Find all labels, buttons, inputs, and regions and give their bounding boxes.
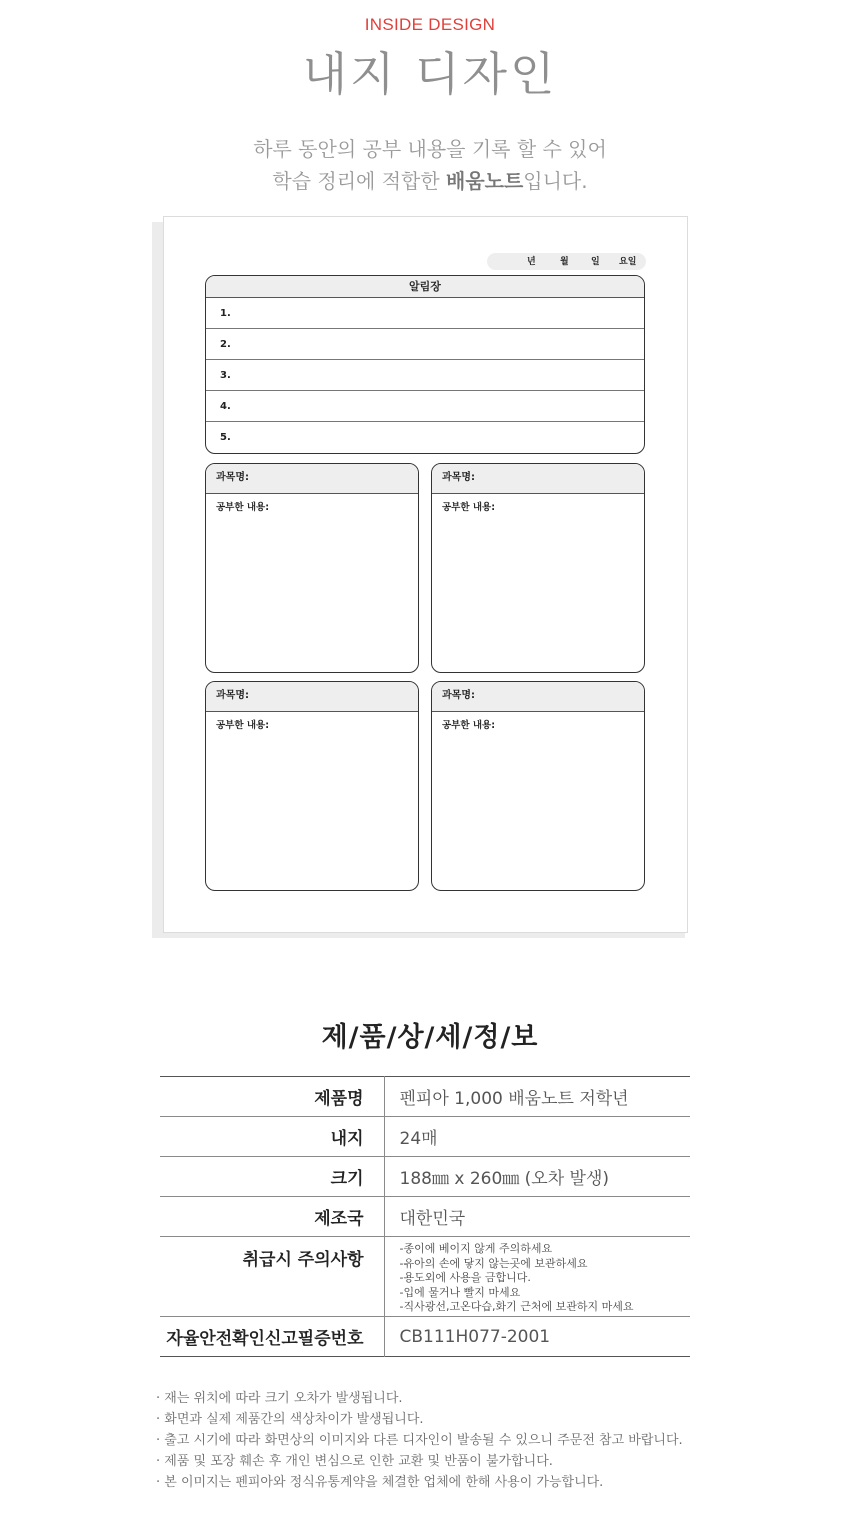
notice-item: 4. (206, 391, 644, 422)
note-item: · 본 이미지는 펜피아와 정식유통계약을 체결한 업체에 한해 사용이 가능합니다. (156, 1475, 604, 1490)
spec-label: 제조국 (160, 1197, 384, 1237)
section-title: 내지 디자인 (302, 47, 558, 101)
spec-row (160, 1117, 690, 1157)
note-item: · 제품 및 포장 훼손 후 개인 변심으로 인한 교환 및 반품이 불가합니다. (156, 1454, 553, 1469)
care-line: -용도외에 사용을 금합니다. (399, 1271, 531, 1285)
note-item: · 재는 위치에 따라 크기 오차가 발생됩니다. (156, 1391, 403, 1406)
date-month-label: 월 (560, 257, 569, 267)
spec-value: 24매 (399, 1129, 438, 1149)
spec-value: 188㎜ x 260㎜ (오차 발생) (399, 1169, 610, 1189)
intro-line-1: 하루 동안의 공부 내용을 기록 할 수 있어 (253, 137, 607, 161)
cert-label: 자율안전확인신고필증번호 (160, 1317, 384, 1357)
spec-label: 내지 (160, 1117, 384, 1157)
subject-label: 과목명: (206, 464, 418, 494)
spec-value: 펜피아 1,000 배움노트 저학년 (399, 1089, 629, 1109)
spec-row (160, 1197, 690, 1237)
subject-box (431, 681, 645, 891)
subject-label: 과목명: (432, 682, 644, 712)
care-line: -종이에 베이지 않게 주의하세요 (399, 1242, 553, 1255)
spec-row (160, 1077, 690, 1117)
care-line: -입에 물거나 빨지 마세요 (399, 1285, 521, 1299)
content-label: 공부한 내용: (216, 502, 269, 513)
notice-item: 1. (206, 298, 644, 329)
care-line: -직사광선,고온다습,화기 근처에 보관하지 마세요 (399, 1300, 634, 1314)
care-label: 취급시 주의사항 (160, 1237, 384, 1317)
spec-row (160, 1157, 690, 1197)
subject-box (431, 463, 645, 673)
notice-item: 5. (220, 432, 231, 443)
date-year-label: 년 (527, 257, 536, 267)
notice-item: 3. (206, 360, 644, 391)
product-name-highlight: 배움노트 (446, 169, 524, 193)
notice-box (205, 275, 645, 454)
intro-line-2-suffix: 입니다. (523, 169, 588, 193)
intro-line-2 (0, 165, 860, 197)
date-bar (487, 253, 646, 270)
note-item: · 화면과 실제 제품간의 색상차이가 발생됩니다. (156, 1412, 424, 1427)
notice-item: 2. (206, 329, 644, 360)
spec-row-care (160, 1237, 690, 1317)
section-eyebrow: INSIDE DESIGN (364, 15, 496, 34)
subject-box (205, 681, 419, 891)
date-day-label: 일 (591, 257, 600, 267)
content-label: 공부한 내용: (442, 502, 495, 513)
care-list (384, 1237, 690, 1317)
subject-label: 과목명: (432, 464, 644, 494)
spec-label: 제품명 (160, 1077, 384, 1117)
content-label: 공부한 내용: (216, 720, 269, 731)
date-weekday-label: 요일 (619, 257, 637, 267)
notice-list (156, 1388, 683, 1493)
subject-box (205, 463, 419, 673)
inner-page-preview (163, 216, 688, 933)
intro-line-2-prefix: 학습 정리에 적합한 (272, 169, 447, 193)
spec-row-cert (160, 1317, 690, 1357)
note-item: · 출고 시기에 따라 화면상의 이미지와 다른 디자인이 발송될 수 있으니 주문전 참고 바랍니다. (156, 1433, 683, 1448)
content-label: 공부한 내용: (442, 720, 495, 731)
spec-label: 크기 (160, 1157, 384, 1197)
spec-title: 제/품/상/세/정/보 (321, 1022, 539, 1053)
subject-label: 과목명: (206, 682, 418, 712)
notice-title: 알림장 (206, 276, 644, 298)
spec-table (160, 1076, 690, 1357)
cert-value: CB111H077-2001 (399, 1326, 551, 1347)
intro-text (0, 133, 860, 197)
care-line: -유아의 손에 닿지 않는곳에 보관하세요 (399, 1256, 588, 1270)
spec-value: 대한민국 (399, 1209, 466, 1229)
